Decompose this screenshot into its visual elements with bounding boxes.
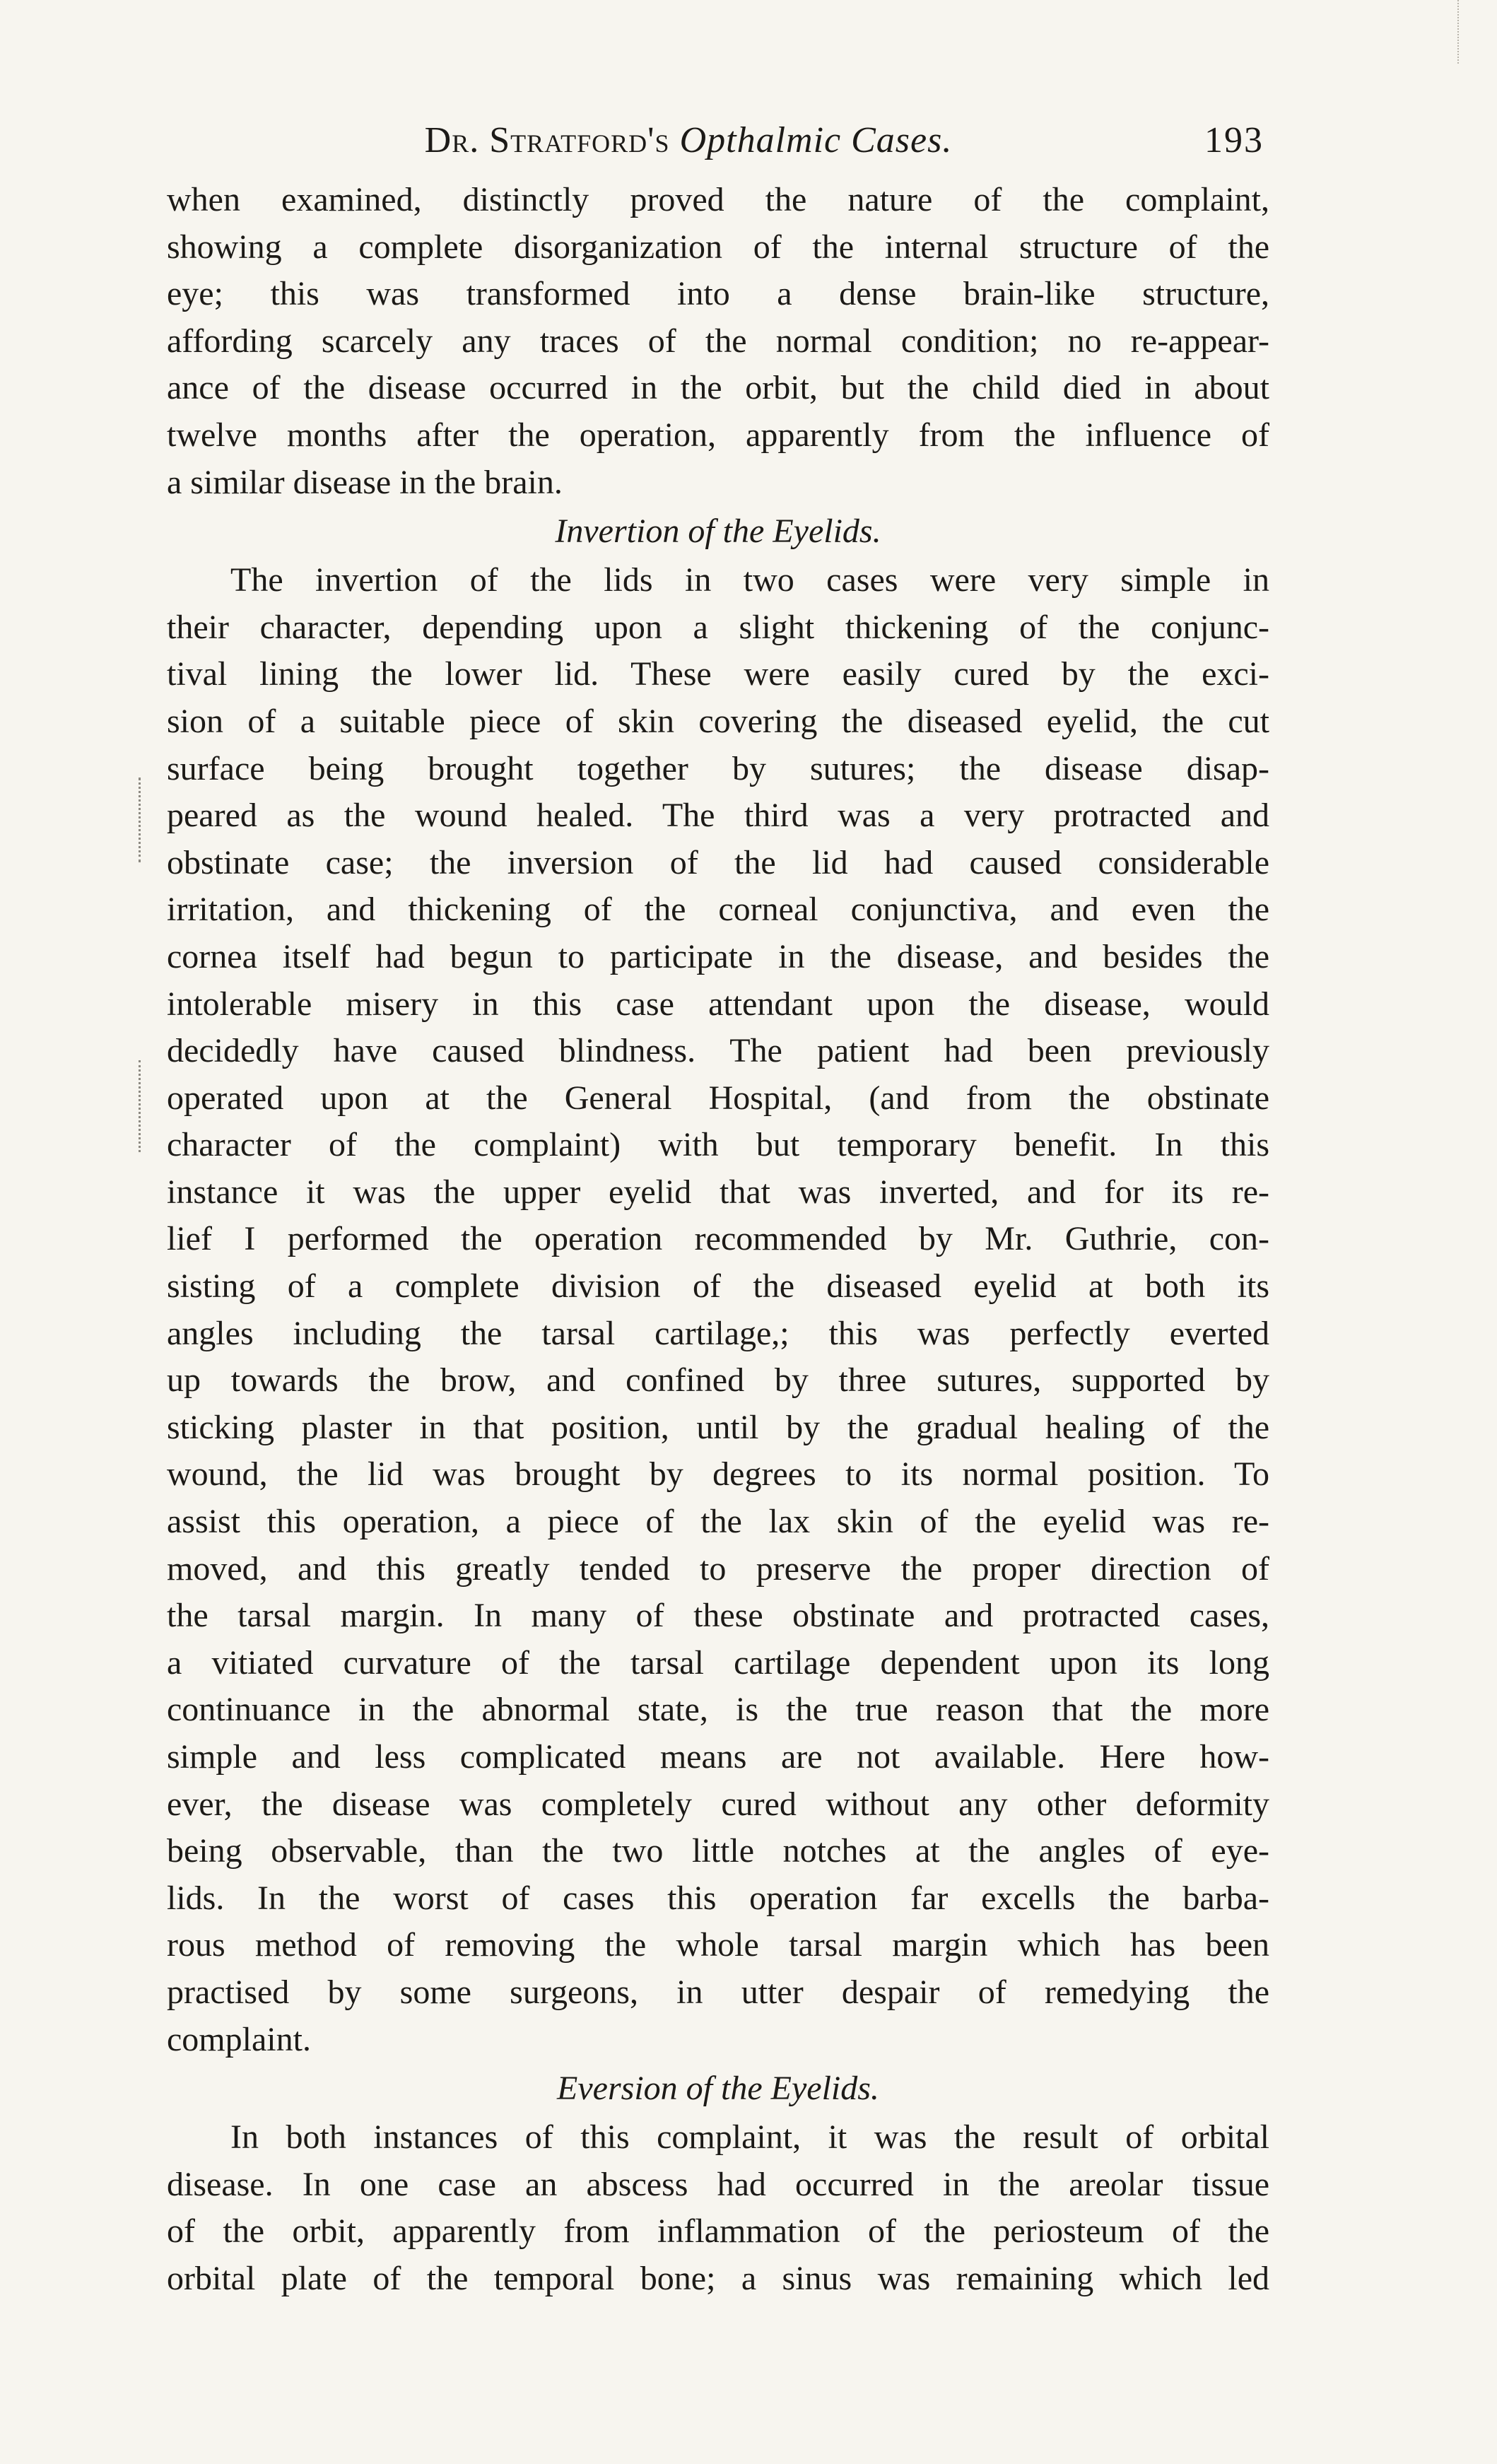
text-line: disease. In one case an abscess had occurred in the areolar tissue: [167, 2165, 1269, 2203]
text-line: simple and less complicated means are not available. Here how-: [167, 1738, 1269, 1776]
text-line: In both instances of this complaint, it was the result of orbital: [230, 2118, 1269, 2157]
text-line: when examined, distinctly proved the nature of the complaint,: [167, 181, 1269, 218]
text-line: decidedly have caused blindness. The patient had been previously: [167, 1032, 1269, 1070]
text-line: operated upon at the General Hospital, (and from the obstinate: [167, 1079, 1269, 1117]
text-line: ance of the disease occurred in the orbit, but the child died in about: [167, 369, 1269, 407]
paragraph-eversion: [167, 2114, 1269, 2302]
text-line: up towards the brow, and confined by three sutures, supported by: [167, 1361, 1269, 1400]
text-line: a vitiated curvature of the tarsal cartilage dependent upon its long: [167, 1643, 1269, 1682]
text-line: orbital plate of the temporal bone; a sinus was remaining which led: [167, 2259, 1269, 2297]
text-line: affording scarcely any traces of the normal condition; no re-appear-: [167, 322, 1269, 360]
body-text: [167, 177, 1269, 2303]
text-line: sion of a suitable piece of skin covering the diseased eyelid, the cut: [167, 702, 1269, 740]
text-line: surface being brought together by sutures; the disease disap-: [167, 749, 1269, 787]
text-line: The invertion of the lids in two cases were very simple in: [230, 561, 1269, 599]
text-line: instance it was the upper eyelid that was inverted, and for its re-: [167, 1173, 1269, 1211]
paragraph-continuation: [167, 177, 1269, 506]
text-line: character of the complaint) with but temporary benefit. In this: [167, 1126, 1269, 1164]
running-header: [168, 119, 1264, 161]
running-title-author: Dr. Stratford's: [424, 119, 670, 160]
text-line: the tarsal margin. In many of these obstinate and protracted cases,: [167, 1597, 1269, 1635]
text-line: of the orbit, apparently from inflammation of the periosteum of the: [167, 2212, 1269, 2251]
section-heading-eversion: Eversion of the Eyelids.: [557, 2070, 879, 2108]
running-title-subject: Opthalmic Cases.: [679, 119, 953, 160]
text-line: a similar disease in the brain.: [167, 463, 563, 501]
text-line: wound, the lid was brought by degrees to its normal position. To: [167, 1455, 1269, 1494]
page-number: 193: [1204, 119, 1264, 160]
text-line: tival lining the lower lid. These were easily cured by the exci-: [167, 655, 1269, 693]
running-title: [311, 119, 1066, 161]
text-line: lief I performed the operation recommended by Mr. Guthrie, con-: [167, 1220, 1269, 1258]
text-line: rous method of removing the whole tarsal margin which has been: [167, 1926, 1269, 1964]
text-line: twelve months after the operation, apparently from the influence of: [167, 416, 1269, 454]
text-line: being observable, than the two little notches at the angles of eye-: [167, 1832, 1269, 1870]
page-edge-mark: [1457, 0, 1459, 64]
margin-mark-lower: [139, 1060, 141, 1152]
text-line: sticking plaster in that position, until by the gradual healing of the: [167, 1408, 1269, 1446]
text-line: eye; this was transformed into a dense brain-like structure,: [167, 275, 1269, 313]
text-line: ever, the disease was completely cured without any other deformity: [167, 1785, 1269, 1823]
text-line: obstinate case; the inversion of the lid had caused considerable: [167, 843, 1269, 881]
text-line: showing a complete disorganization of the internal structure of the: [167, 228, 1269, 266]
text-line: moved, and this greatly tended to preserve the proper direction of: [167, 1549, 1269, 1588]
text-line: assist this operation, a piece of the lax skin of the eyelid was re-: [167, 1503, 1269, 1541]
text-line: cornea itself had begun to participate in the disease, and besides the: [167, 937, 1269, 975]
section-heading-inversion: Invertion of the Eyelids.: [555, 512, 881, 551]
text-line: irritation, and thickening of the corneal conjunctiva, and even the: [167, 891, 1269, 929]
text-line: practised by some surgeons, in utter despair of remedying the: [167, 1973, 1269, 2011]
text-line: complaint.: [167, 2020, 311, 2058]
text-line: peared as the wound healed. The third was a very protracted and: [167, 797, 1269, 835]
text-line: continuance in the abnormal state, is the true reason that the more: [167, 1691, 1269, 1729]
text-line: lids. In the worst of cases this operation far excells the barba-: [167, 1879, 1269, 1917]
text-line: angles including the tarsal cartilage,; this was perfectly everted: [167, 1314, 1269, 1352]
text-line: intolerable misery in this case attendant upon the disease, would: [167, 985, 1269, 1023]
margin-mark-upper: [139, 778, 141, 862]
paragraph-inversion: [167, 557, 1269, 2063]
text-line: sisting of a complete division of the diseased eyelid at both its: [167, 1267, 1269, 1306]
text-line: their character, depending upon a slight thickening of the conjunc-: [167, 608, 1269, 646]
